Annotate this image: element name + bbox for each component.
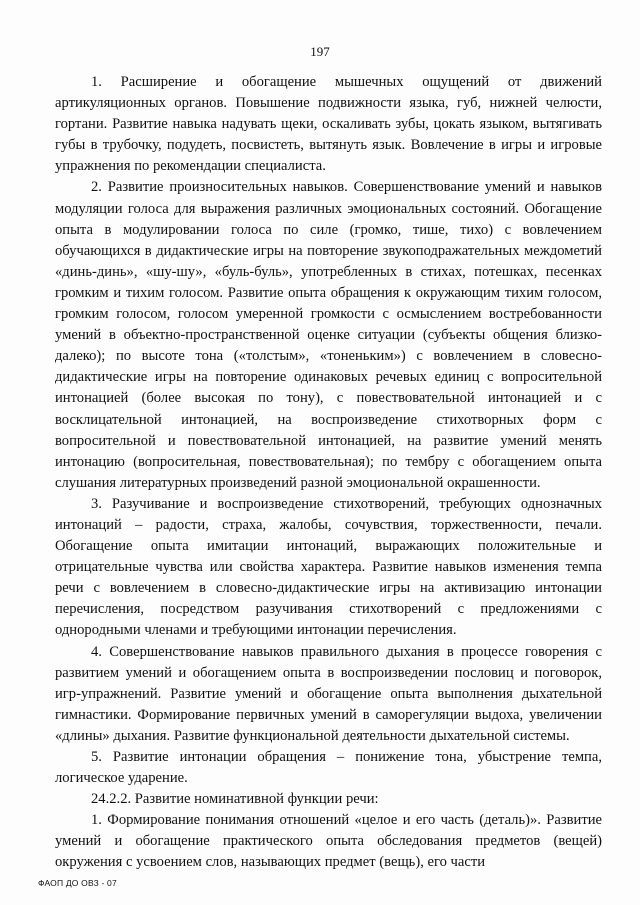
page-footer: ФАОП ДО ОВЗ - 07 bbox=[38, 878, 117, 888]
paragraph-1: 1. Расширение и обогащение мышечных ощущений от движений артикуляционных органов. Повышение подвижности языка, губ, нижней челюсти, гортани. Развитие навыка надувать щеки, оскаливать зубы, цокать языком, вытягивать губы в трубочку, подудеть, посвистеть, вытянуть язык. Вовлечение в игры и игровые упражнения по рекомендации специалиста. bbox=[55, 74, 602, 175]
page-body bbox=[55, 72, 602, 874]
section-heading: 24.2.2. Развитие номинативной функции речи: bbox=[91, 791, 379, 808]
page-number: 197 bbox=[310, 44, 330, 59]
paragraph-3: 3. Разучивание и воспроизведение стихотворений, требующих однозначных интонаций – радости, страха, жалобы, сочувствия, торжественности, печали. Обогащение опыта имитации интонаций, выражающих положительные и отрицательные чувства или свойства характера. Развитие навыков изменения темпа речи с вовлечением в словесно-дидактические игры на активизацию интонации перечисления, посредством разучивания стихотворений с предложениями с однородными членами и требующими интонации перечисления. bbox=[55, 495, 602, 639]
paragraph-4: 4. Совершенствование навыков правильного дыхания в процессе говорения с развитием умений и обогащением опыта в воспроизведении пословиц и поговорок, игр-упражнений. Развитие умений и обогащение опыта выполнения дыхательной гимнастики. Формирование первичных умений в саморегуляции выдоха, увеличении «длины» дыхания. Развитие функциональной деятельности дыхательной системы. bbox=[55, 643, 602, 744]
paragraph-6: 1. Формирование понимания отношений «целое и его часть (деталь)». Развитие умений и обогащение практического опыта обследования предметов (вещей) окружения с усвоением слов, называющих предмет (вещь), его части bbox=[55, 812, 602, 871]
paragraph-2: 2. Развитие произносительных навыков. Совершенствование умений и навыков модуляции голоса для выражения различных эмоциональных состояний. Обогащение опыта в модулировании голоса по силе (громко, тише, тихо) с вовлечением обучающихся в дидактические игры на повторение звукоподражательных междометий «динь-динь», «шу-шу», «буль-буль», употребленных в стихах, потешках, песенках громким и тихим голосом. Развитие опыта обращения к окружающим тихим голосом, громким голосом, голосом умеренной громкости с осмыслением востребованности умений в объектно-пространственной оценке ситуации (субъекты общения близко-далеко); по высоте тона («толстым», «тоненьким») с вовлечением в словесно-дидактические игры на повторение одинаковых речевых единиц с вопросительной интонацией (более высокая по тону), с повествовательной интонацией и с восклицательной интонацией, на воспроизведение стихотворных форм с вопросительной и повествовательной интонацией, на развитие умений менять интонацию (вопросительная, повествовательная); по тембру с обогащением опыта слушания литературных произведений разной эмоциональной окрашенности. bbox=[55, 179, 602, 491]
paragraph-5: 5. Развитие интонации обращения – понижение тона, убыстрение темпа, логическое ударение. bbox=[55, 749, 602, 787]
